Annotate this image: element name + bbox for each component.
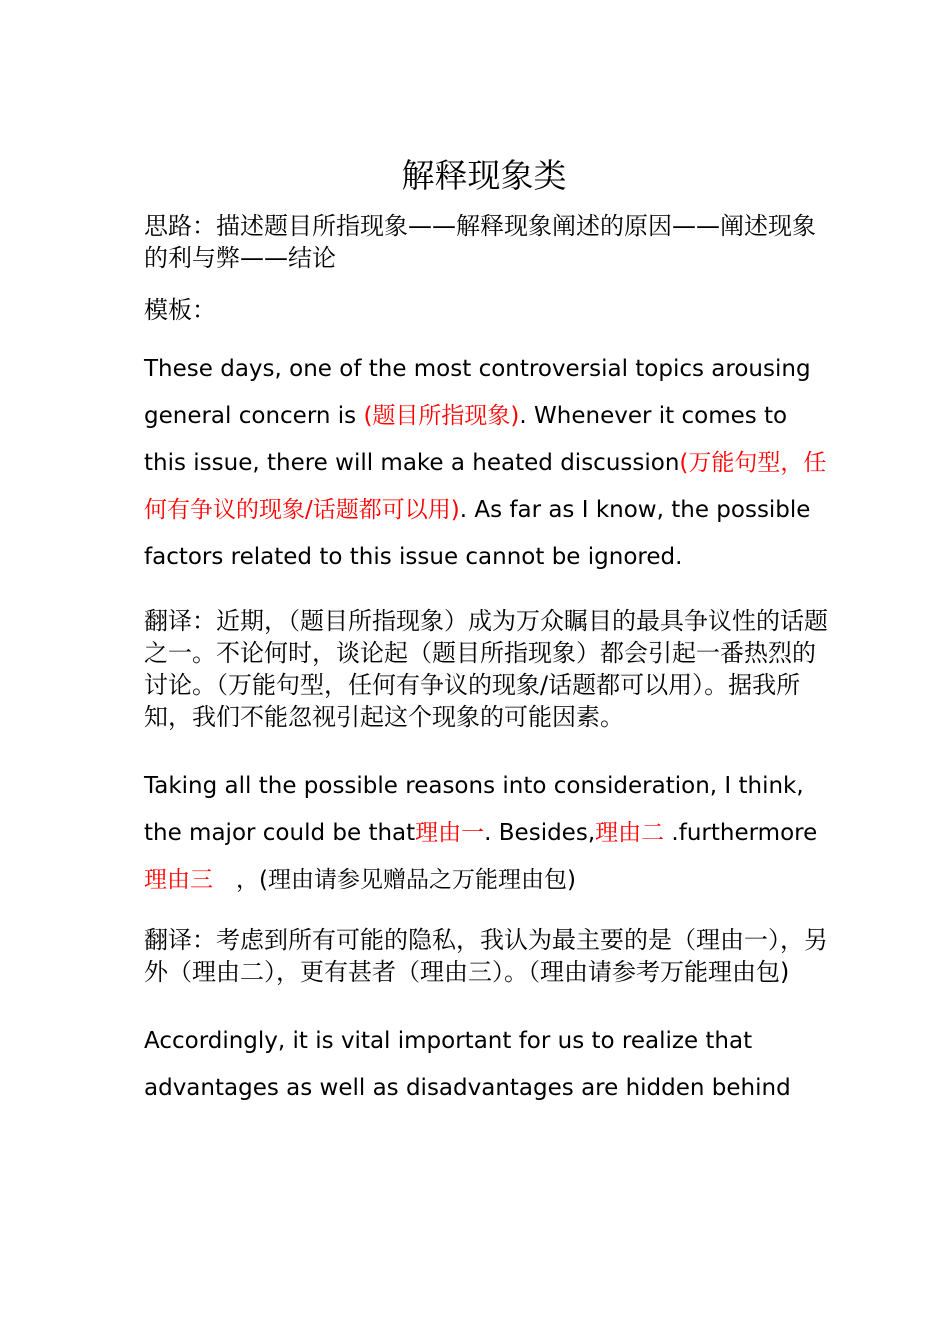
para1-highlight-2: (万能句型，任何有争议的现象/话题都可以用) [144,450,827,523]
para1-text-3: . As far as I know, the possible factors related to this issue cannot be ignored. [144,497,811,570]
template-paragraph-1 [144,346,834,581]
para2-reason-2: 理由二 [595,820,665,846]
para2-text-1: Taking all the possible reasons into consideration, I think, the major could be that [144,773,804,846]
template-paragraph-3: Accordingly, it is vital important for us to realize that advantages as well as disadvantages are hidden behind [144,1028,791,1101]
para1-highlight-1: (题目所指现象) [363,403,520,429]
document-title: 解释现象类 [401,156,567,195]
para2-reason-3: 理由三 [144,867,213,893]
para1-text-1: These days, one of the most controversial topics arousing general concern is [144,356,811,429]
approach-text: 思路：描述题目所指现象——解释现象阐述的原因——阐述现象的利与弊——结论 [144,212,816,272]
template-paragraph-2 [144,763,834,904]
para2-text-4: ，(理由请参见赠品之万能理由包) [213,867,576,893]
para2-reason-1: 理由一 [415,820,485,846]
para2-text-3: .furthermore [664,820,818,846]
translation-2: 翻译：考虑到所有可能的隐私，我认为最主要的是（理由一），另外（理由二），更有甚者（理由三）。（理由请参考万能理由包) [144,926,828,986]
translation-1: 翻译：近期，（题目所指现象）成为万众瞩目的最具争议性的话题之一。不论何时，谈论起（题目所指现象）都会引起一番热烈的讨论。（万能句型，任何有争议的现象/话题都可以用）。据我所知，我们不能忽视引起这个现象的可能因素。 [144,607,828,731]
para1-text-2: . Whenever it comes to this issue, there will make a heated discussion [144,403,788,476]
template-label: 模板： [144,296,216,324]
para2-text-2: . Besides, [484,820,596,846]
document-page [144,150,834,1112]
